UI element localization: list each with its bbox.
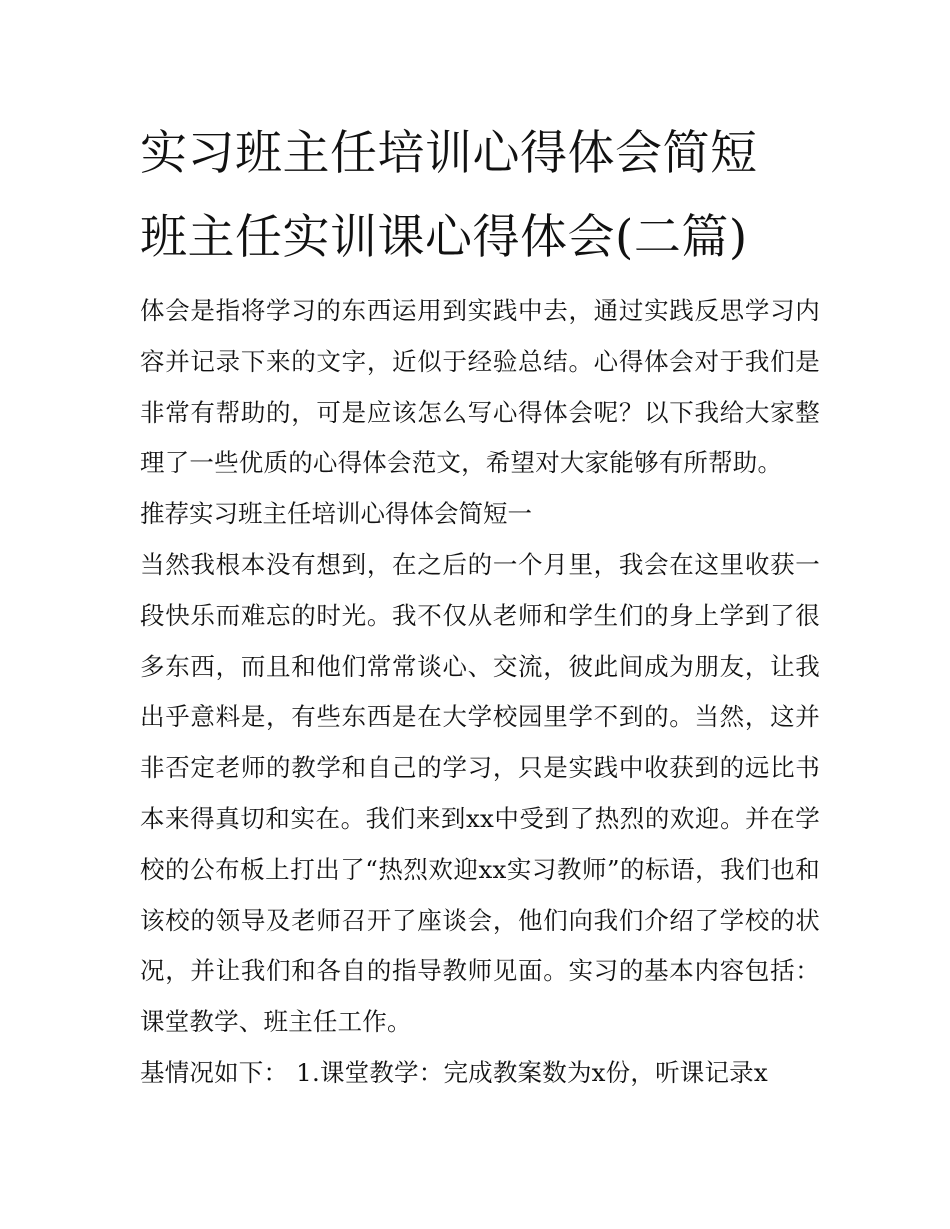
body-paragraph: 当然我根本没有想到，在之后的一个月里，我会在这里收获一段快乐而难忘的时光。我不仅从老师和学生们的身上学到了很多东西，而且和他们常常谈心、交流，彼此间成为朋友，让我出乎意料是，有些东西是在大学校园里学不到的。当然，这并非否定老师的教学和自己的学习，只是实践中收获到的远比书本来得真切和实在。我们来到xx中受到了热烈的欢迎。并在学校的公布板上打出了“热烈欢迎xx实习教师”的标语，我们也和该校的领导及老师召开了座谈会，他们向我们介绍了学校的状况，并让我们和各自的指导教师见面。实习的基本内容包括：课堂教学、班主任工作。	[140, 549, 820, 1037]
intro-paragraph: 体会是指将学习的东西运用到实践中去，通过实践反思学习内容并记录下来的文字，近似于经验总结。心得体会对于我们是非常有帮助的，可是应该怎么写心得体会呢？以下我给大家整理了一些优质的心得体会范文，希望对大家能够有所帮助。	[140, 296, 820, 478]
document-page	[140, 112, 820, 1099]
title-line-1: 实习班主任培训心得体会简短	[140, 126, 758, 181]
section-heading: 推荐实习班主任培训心得体会简短一	[140, 499, 532, 529]
title-line-2: 班主任实训课心得体会(二篇)	[140, 210, 748, 265]
document-title	[140, 112, 820, 280]
last-paragraph: 基情况如下： 1.课堂教学：完成教案数为x份，听课记录x	[140, 1057, 768, 1087]
